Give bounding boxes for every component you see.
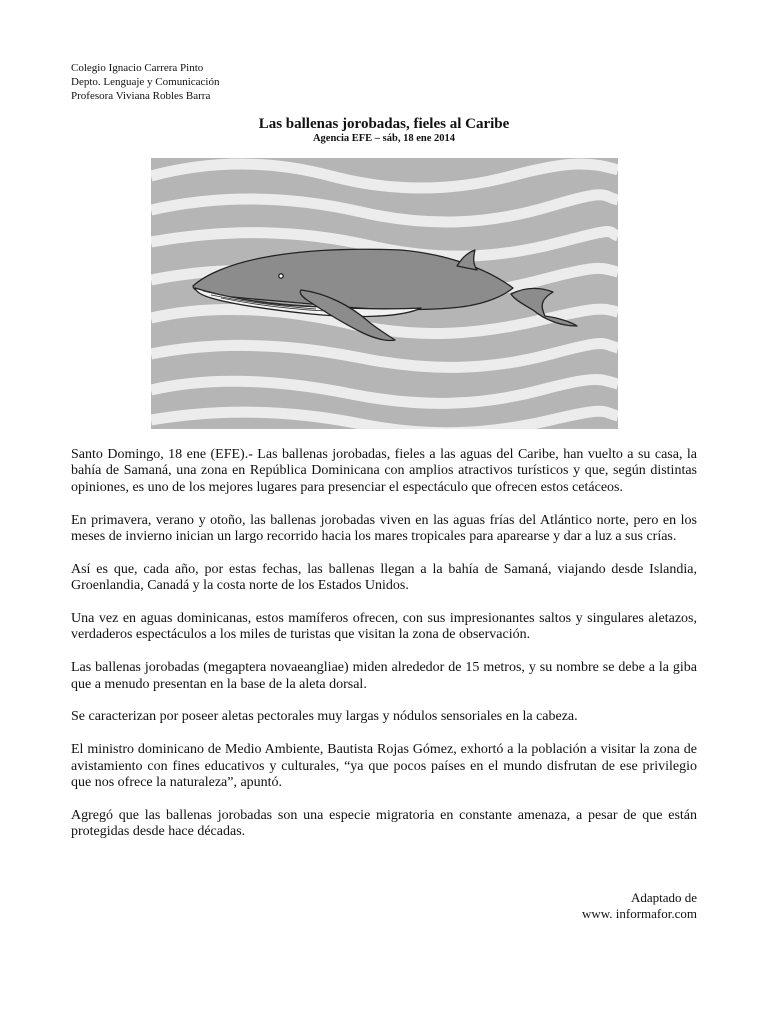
source-credit bbox=[582, 890, 697, 922]
department-name: Depto. Lenguaje y Comunicación bbox=[71, 76, 220, 88]
paragraph: Las ballenas jorobadas (megaptera novaeangliae) miden alrededor de 15 metros, y su nombre se debe a la giba que a menudo presentan en la base de la aleta dorsal. bbox=[71, 660, 697, 692]
paragraph: Agregó que las ballenas jorobadas son una especie migratoria en constante amenaza, a pesar de que están protegidas desde hace décadas. bbox=[71, 807, 697, 840]
article-byline: Agencia EFE – sáb, 18 ene 2014 bbox=[312, 133, 456, 144]
paragraph: Se caracterizan por poseer aletas pectorales muy largas y nódulos sensoriales en la cabeza. bbox=[71, 709, 578, 725]
paragraph: En primavera, verano y otoño, las ballenas jorobadas viven en las aguas frías del Atlántico norte, pero en los meses de invierno inician un largo recorrido hacia los mares tropicales para aparearse y dar a luz a sus crías. bbox=[71, 512, 697, 545]
whale-illustration bbox=[151, 158, 618, 429]
teacher-name: Profesora Viviana Robles Barra bbox=[71, 90, 211, 102]
source-url: www. informafor.com bbox=[581, 906, 697, 921]
school-header bbox=[71, 61, 219, 103]
paragraph: El ministro dominicano de Medio Ambiente, Bautista Rojas Gómez, exhortó a la población a visitar la zona de avistamiento con fines educativos y culturales, “ya que pocos países en el mundo disfrutan de ese privilegio que nos ofrece la naturaleza”, apuntó. bbox=[71, 742, 697, 791]
whale-drawing bbox=[151, 158, 618, 429]
paragraph: Santo Domingo, 18 ene (EFE).- Las ballenas jorobadas, fieles a las aguas del Caribe, han vuelto a su casa, la bahía de Samaná, una zona en República Dominicana con amplios atractivos turísticos y que, según distintas opiniones, es uno de los mejores lugares para presenciar el espectáculo que ofrecen estos cetáceos. bbox=[71, 447, 697, 495]
paragraph: Así es que, cada año, por estas fechas, las ballenas llegan a la bahía de Samaná, viajando desde Islandia, Groenlandia, Canadá y la costa norte de los Estados Unidos. bbox=[71, 561, 697, 594]
article-title: Las ballenas jorobadas, fieles al Caribe bbox=[258, 116, 510, 132]
article-body bbox=[71, 447, 697, 841]
source-label: Adaptado de bbox=[630, 890, 697, 905]
school-name: Colegio Ignacio Carrera Pinto bbox=[71, 62, 204, 74]
paragraph: Una vez en aguas dominicanas, estos mamíferos ofrecen, con sus impresionantes saltos y singulares aletazos, verdaderos espectáculos a los miles de turistas que visitan la zona de observación. bbox=[71, 611, 697, 643]
